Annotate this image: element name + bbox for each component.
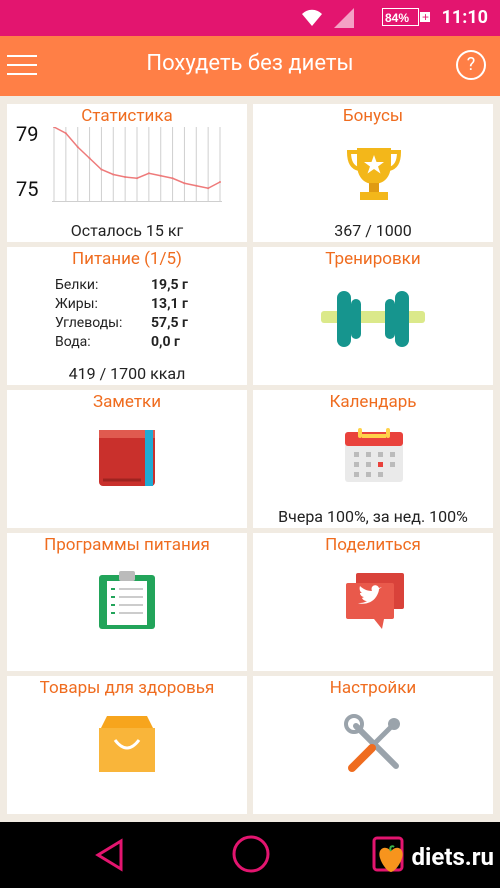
trophy-icon	[345, 142, 403, 204]
battery-indicator	[382, 8, 430, 26]
programs-title: Программы питания	[44, 535, 210, 555]
notes-tile[interactable]	[7, 390, 247, 528]
weight-point	[172, 177, 174, 179]
calendar-footer: Вчера 100%, за нед. 100%	[278, 507, 468, 526]
app-bar	[0, 36, 500, 96]
nutrient-row-carbs	[55, 315, 188, 334]
app-title: Похудеть без диеты	[146, 51, 354, 76]
nutrient-row-protein	[55, 277, 188, 296]
signal-icon	[334, 8, 354, 28]
nutrient-value: 13,1 г	[151, 296, 188, 312]
tools-icon	[344, 714, 406, 776]
nutrition-title: Питание (1/5)	[72, 249, 182, 269]
nutrient-label: Белки:	[55, 277, 99, 293]
health-products-title: Товары для здоровья	[39, 678, 215, 698]
weight-point	[207, 187, 209, 189]
weight-point	[112, 174, 114, 176]
bonuses-footer: 367 / 1000	[334, 221, 412, 240]
statistics-tile[interactable]	[7, 104, 247, 242]
chart-y-bottom: 75	[16, 177, 39, 201]
share-title: Поделиться	[325, 535, 421, 555]
health-products-tile[interactable]	[7, 676, 247, 814]
weight-point	[65, 132, 67, 134]
weight-point	[160, 175, 162, 177]
nutrient-label: Вода:	[55, 334, 91, 350]
weight-point	[219, 181, 221, 183]
weight-point	[100, 169, 102, 171]
statistics-footer: Осталось 15 кг	[70, 221, 184, 240]
wifi-icon	[300, 8, 324, 28]
share-icon	[344, 571, 406, 631]
weight-point	[136, 177, 138, 179]
weight-point	[89, 157, 91, 159]
weight-point	[77, 146, 79, 148]
settings-title: Настройки	[329, 678, 417, 698]
weight-point	[148, 172, 150, 174]
nutrient-label: Жиры:	[55, 296, 98, 312]
bonuses-tile[interactable]	[253, 104, 493, 242]
statistics-title: Статистика	[81, 106, 173, 126]
shopping-bag-icon	[97, 714, 157, 774]
nutrient-row-fat	[55, 296, 188, 315]
share-tile[interactable]	[253, 533, 493, 671]
watermark: diets.ru	[411, 843, 494, 871]
calendar-tile[interactable]	[253, 390, 493, 528]
home-icon[interactable]	[231, 834, 271, 874]
nutrition-footer: 419 / 1700 ккал	[68, 364, 186, 383]
weight-point	[195, 185, 197, 187]
status-bar	[0, 0, 500, 36]
clock: 11:10	[441, 7, 488, 28]
weight-point	[183, 182, 185, 184]
calendar-title: Календарь	[329, 392, 417, 412]
dumbbell-icon	[315, 289, 431, 349]
nutrient-value: 57,5 г	[151, 315, 188, 331]
calendar-icon	[344, 428, 404, 484]
nutrient-row-water	[55, 334, 188, 353]
nutrient-value: 19,5 г	[151, 277, 188, 293]
notebook-icon	[97, 428, 157, 488]
bonuses-title: Бонусы	[342, 106, 404, 126]
workouts-tile[interactable]	[253, 247, 493, 385]
help-button[interactable]: ?	[456, 50, 486, 80]
notes-title: Заметки	[92, 392, 162, 412]
diets-logo-icon	[378, 845, 404, 873]
weight-chart	[52, 127, 222, 202]
nutrition-tile[interactable]	[7, 247, 247, 385]
nutrient-value: 0,0 г	[151, 334, 180, 350]
svg-text:+: +	[422, 10, 430, 24]
workouts-title: Тренировки	[325, 249, 421, 269]
svg-text:84%: 84%	[385, 11, 410, 25]
nutrient-label: Углеводы:	[55, 315, 123, 331]
back-icon[interactable]	[95, 838, 125, 872]
programs-tile[interactable]	[7, 533, 247, 671]
nutrient-list	[55, 277, 188, 353]
chart-y-top: 79	[16, 122, 39, 146]
settings-tile[interactable]	[253, 676, 493, 814]
weight-point	[124, 176, 126, 178]
clipboard-icon	[97, 569, 157, 631]
